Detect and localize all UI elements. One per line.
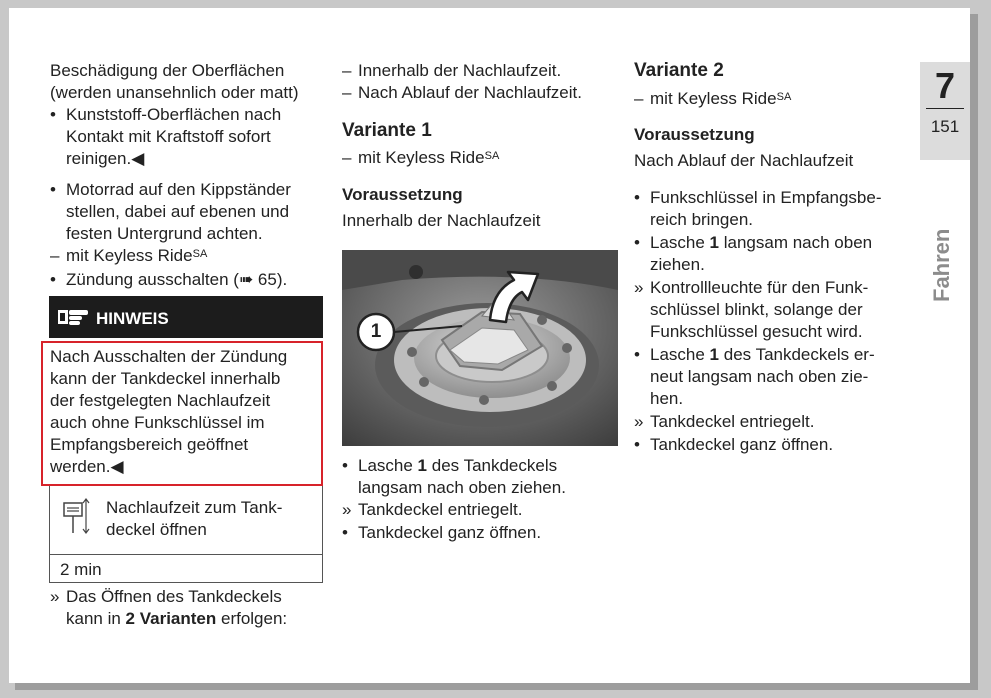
- bullet-icon: •: [342, 523, 348, 542]
- notice-line: kann der Tankdeckel innerhalb: [50, 369, 281, 388]
- chapter-number: 7: [934, 65, 956, 106]
- list-item-line: Motorrad auf den Kippständer: [66, 180, 291, 199]
- result-line: Kontrollleuchte für den Funk-: [650, 278, 869, 297]
- list-item-line: Kunststoff-Oberflächen nach: [66, 105, 282, 124]
- stopwatch-icon: [62, 497, 96, 535]
- step-line: Tankdeckel ganz öffnen.: [650, 435, 834, 454]
- step-line: Lasche 1 des Tankdeckels: [358, 456, 558, 475]
- notice-line: der festgelegten Nachlaufzeit: [50, 391, 271, 410]
- result-arrow-icon: »: [50, 587, 60, 606]
- optional-equipment-line: mit Keyless Ride$^{SA}$: [358, 148, 500, 167]
- subheading: Voraussetzung: [342, 185, 463, 204]
- list-item-line: reinigen.◀: [66, 149, 145, 168]
- option-line: Innerhalb der Nachlaufzeit.: [358, 61, 562, 80]
- bullet-icon: •: [50, 270, 56, 289]
- notice-line: auch ohne Funkschlüssel im: [50, 413, 265, 432]
- section-side-label: Fahren: [929, 228, 954, 302]
- step-line: Funkschlüssel in Empfangsbe-: [650, 188, 882, 207]
- table-value: 2 min: [60, 560, 102, 579]
- notice-line: werden.◀: [50, 457, 124, 476]
- step-line: reich bringen.: [650, 210, 754, 229]
- section-heading: Variante 1: [342, 120, 432, 141]
- bullet-icon: •: [50, 105, 56, 124]
- result-line: kann in 2 Varianten erfolgen:: [66, 609, 288, 628]
- optional-equipment-line: mit Keyless Ride$^{SA}$: [650, 89, 792, 108]
- step-line: hen.: [650, 389, 684, 408]
- notice-line: Nach Ausschalten der Zündung: [50, 347, 288, 366]
- dash-icon: –: [342, 83, 352, 102]
- section-heading: Variante 2: [634, 60, 724, 81]
- list-item-line[interactable]: Zündung ausschalten (➠ 65).: [66, 270, 288, 289]
- table-label-line: Nachlaufzeit zum Tank-: [106, 498, 283, 517]
- result-line: Funkschlüssel gesucht wird.: [650, 322, 863, 341]
- list-item-line: stellen, dabei auf ebenen und: [66, 202, 290, 221]
- result-arrow-icon: »: [634, 278, 644, 297]
- notice-line: Empfangsbereich geöffnet: [50, 435, 249, 454]
- step-line: langsam nach oben ziehen.: [358, 478, 566, 497]
- bullet-icon: •: [634, 435, 640, 454]
- bullet-icon: •: [634, 345, 640, 364]
- pointing-hand-icon: [57, 306, 89, 328]
- dash-icon: –: [342, 148, 352, 167]
- fuel-cap-photo: [342, 250, 618, 446]
- condition-text: Innerhalb der Nachlaufzeit: [342, 211, 541, 230]
- notice-header: [49, 296, 323, 338]
- dash-icon: –: [50, 246, 60, 265]
- step-line: neut langsam nach oben zie-: [650, 367, 869, 386]
- dash-icon: –: [342, 61, 352, 80]
- step-line: Lasche 1 langsam nach oben: [650, 233, 873, 252]
- bullet-icon: •: [342, 456, 348, 475]
- bullet-icon: •: [634, 233, 640, 252]
- condition-text: Nach Ablauf der Nachlaufzeit: [634, 151, 854, 170]
- bullet-icon: •: [634, 188, 640, 207]
- chapter-divider: [926, 108, 964, 109]
- table-divider: [50, 554, 322, 555]
- subheading: Voraussetzung: [634, 125, 755, 144]
- table-label-line: deckel öffnen: [106, 520, 207, 539]
- result-arrow-icon: »: [634, 412, 644, 431]
- result-arrow-icon: »: [342, 500, 352, 519]
- step-line: ziehen.: [650, 255, 705, 274]
- list-item-line: festen Untergrund achten.: [66, 224, 263, 243]
- bullet-icon: •: [50, 180, 56, 199]
- list-item-line: Kontakt mit Kraftstoff sofort: [66, 127, 271, 146]
- result-line: Das Öffnen des Tankdeckels: [66, 587, 282, 606]
- result-line: schlüssel blinkt, solange der: [650, 300, 863, 319]
- step-line: Tankdeckel ganz öffnen.: [358, 523, 542, 542]
- optional-equipment-line: mit Keyless Ride$^{SA}$: [66, 246, 208, 265]
- page-number: 151: [930, 117, 960, 136]
- paragraph-line: Beschädigung der Oberflächen: [50, 61, 285, 80]
- page-shadow-bottom: [15, 683, 978, 690]
- dash-icon: –: [634, 89, 644, 108]
- result-line: Tankdeckel entriegelt.: [358, 500, 523, 519]
- result-line: Tankdeckel entriegelt.: [650, 412, 815, 431]
- callout-number: 1: [370, 321, 382, 342]
- paragraph-line: (werden unansehnlich oder matt): [50, 83, 299, 102]
- page-shadow-right: [970, 14, 978, 690]
- step-line: Lasche 1 des Tankdeckels er-: [650, 345, 875, 364]
- option-line: Nach Ablauf der Nachlaufzeit.: [358, 83, 582, 102]
- fuel-cap-illustration: [342, 250, 618, 446]
- notice-title: HINWEIS: [96, 309, 169, 328]
